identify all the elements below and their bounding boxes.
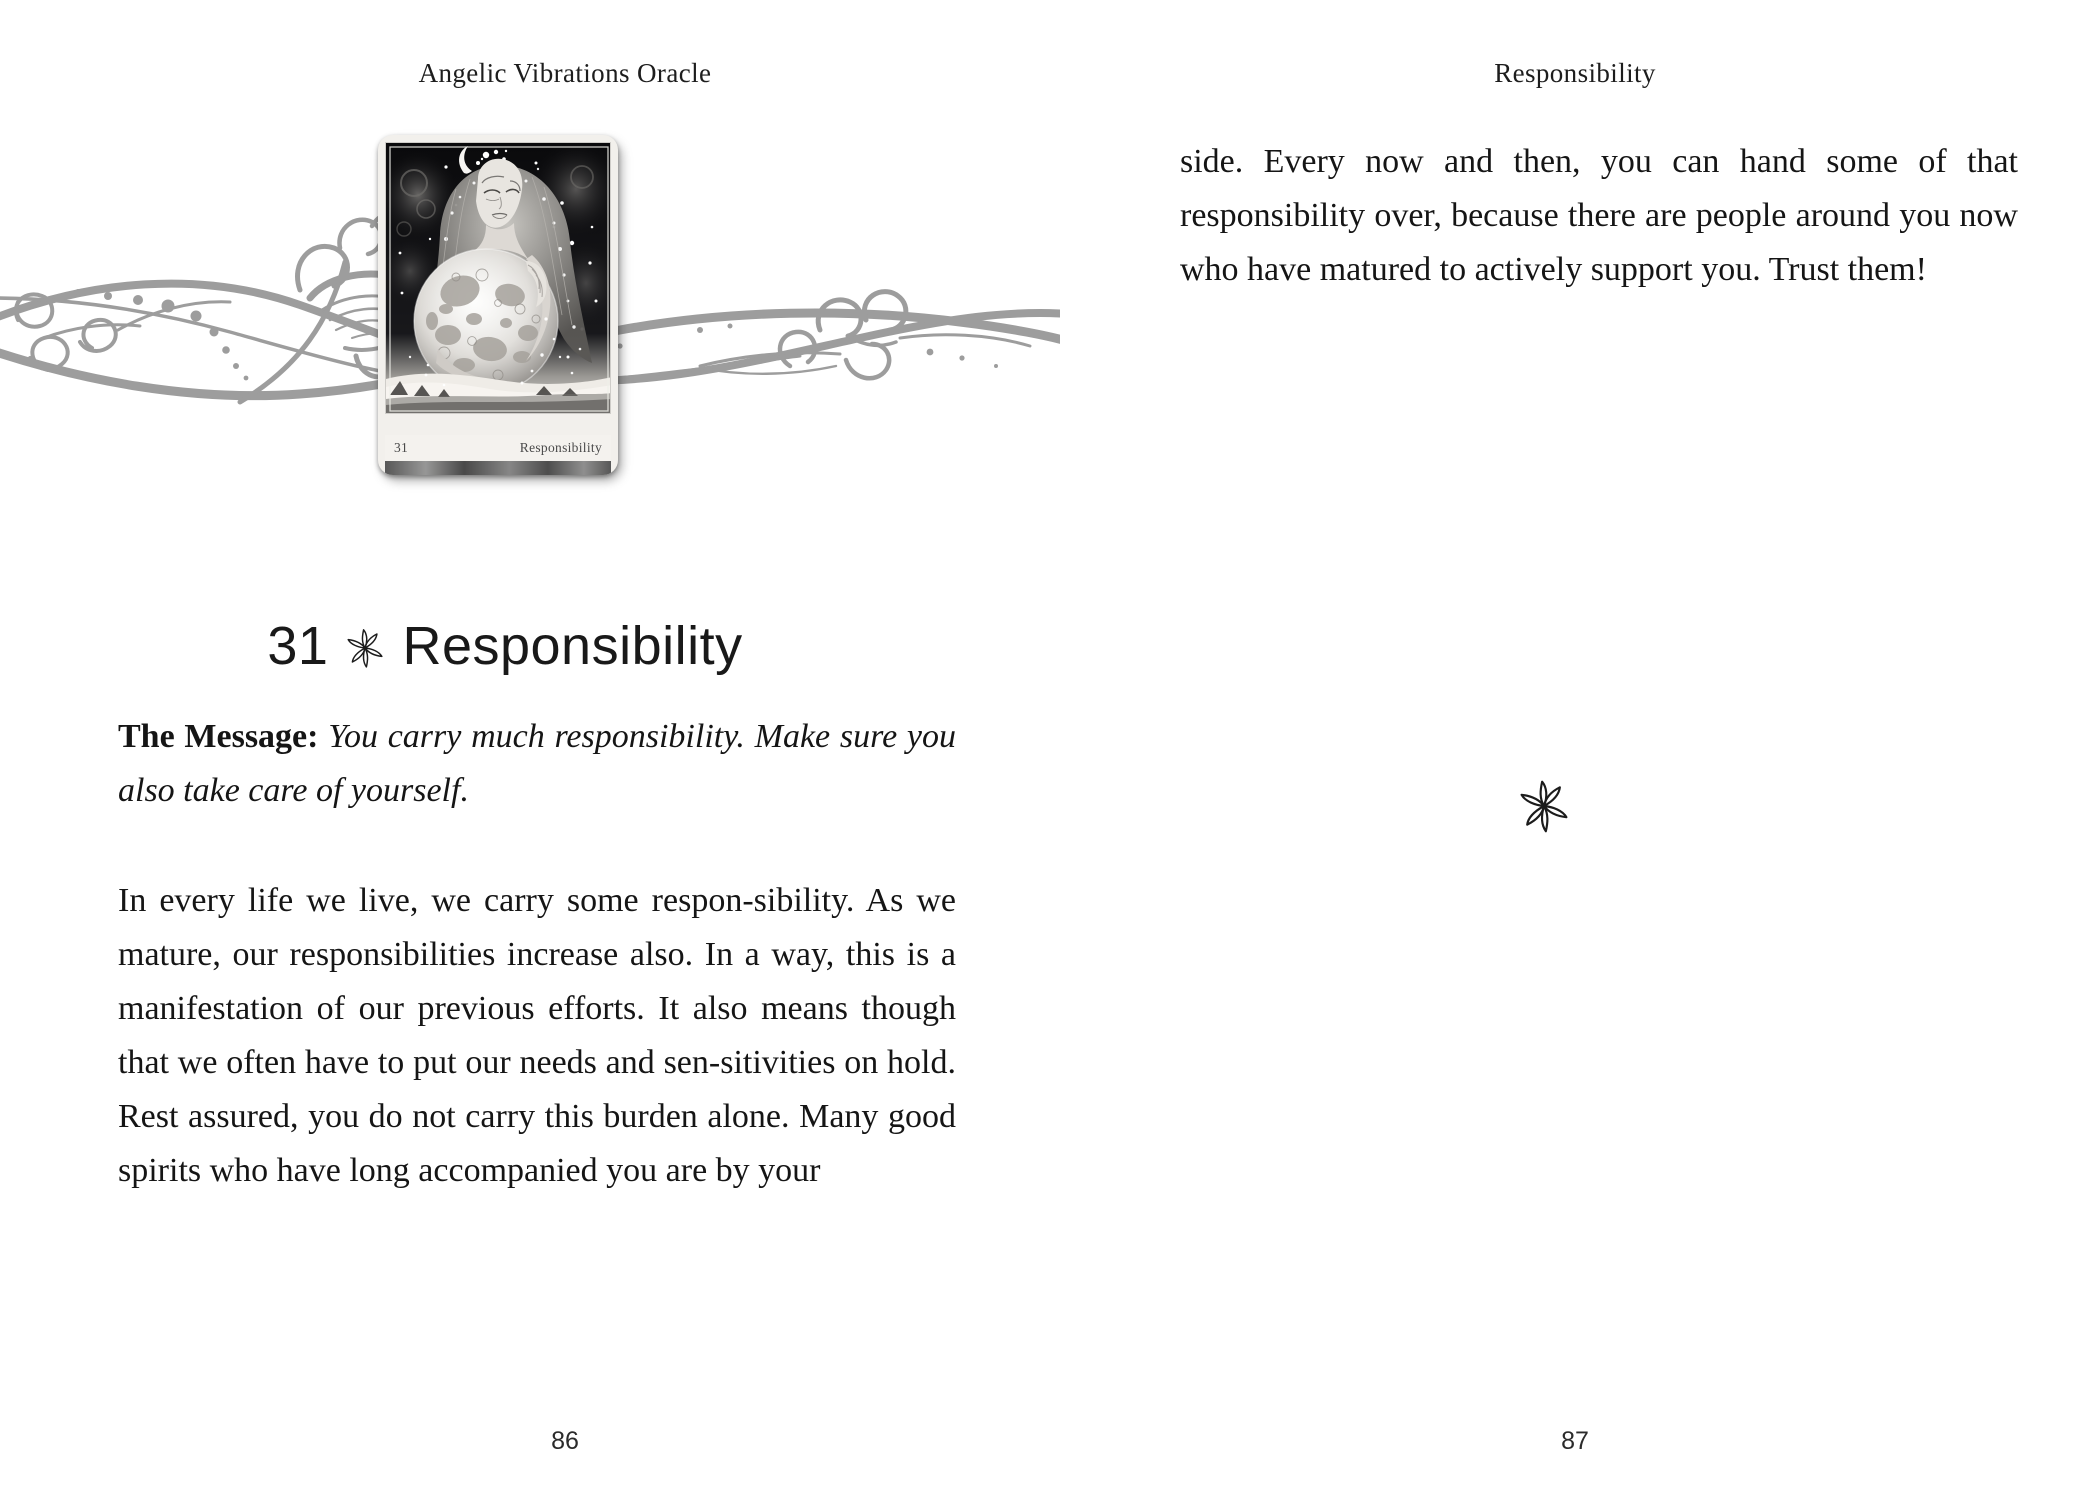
section-ornament	[1050, 778, 2100, 839]
right-page	[1050, 0, 2100, 1500]
body-paragraph-left: In every life we live, we carry some respon-sibility. As we mature, our responsibilities increase also. In a way, this is a manifestation of our previous efforts. It also means though that we often have to put our needs and sen-sitivities on hold. Rest assured, you do not carry this burden alone. Many good spirits who have long accompanied you are by your	[118, 882, 956, 1189]
page-title	[0, 615, 1010, 677]
oracle-card	[378, 135, 618, 475]
message-label: The Message:	[118, 718, 319, 755]
moon-goddess-illustration	[386, 143, 611, 414]
chapter-title-text: Responsibility	[402, 616, 743, 676]
left-text-column	[118, 710, 956, 1198]
page-number-right: 87	[1561, 1427, 1589, 1455]
message-text: You carry much responsibility. Make sure you also take care of yourself.	[118, 718, 956, 809]
card-number: 31	[394, 440, 409, 455]
card-caption	[385, 435, 611, 461]
card-edge-strip	[385, 461, 611, 475]
running-head-right: Responsibility	[1494, 58, 1656, 88]
message-paragraph	[118, 710, 956, 818]
card-name: Responsibility	[519, 440, 602, 455]
pinwheel-star-icon	[1516, 778, 1572, 839]
running-head-left: Angelic Vibrations Oracle	[418, 58, 712, 88]
chapter-number: 31	[267, 616, 329, 676]
card-artwork	[385, 142, 611, 414]
page-number-left: 86	[551, 1427, 579, 1455]
card-face	[378, 135, 618, 475]
pinwheel-star-icon	[344, 627, 386, 669]
right-text-column	[1180, 135, 2018, 297]
body-paragraph-right: side. Every now and then, you can hand some of that responsibility over, because there are people around you now who have matured to actively support you. Trust them!	[1180, 143, 2018, 288]
